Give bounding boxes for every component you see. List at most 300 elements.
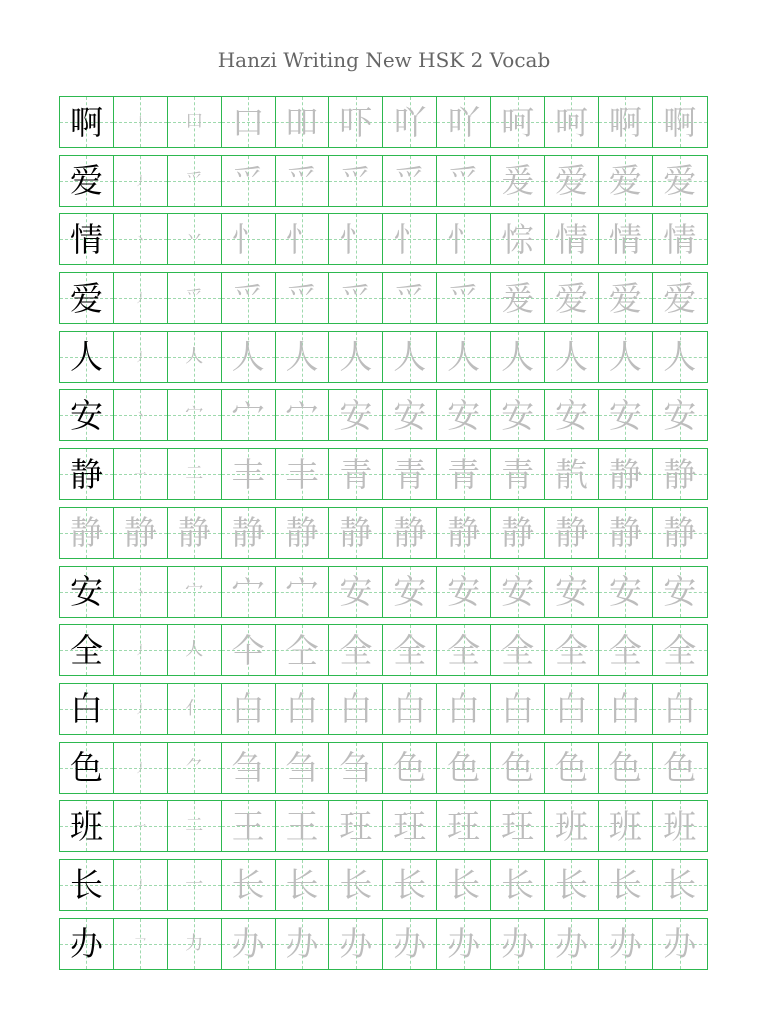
- trace-cell[interactable]: [222, 625, 276, 675]
- trace-character: 安: [447, 395, 481, 435]
- trace-cell[interactable]: [114, 625, 168, 675]
- trace-cell[interactable]: [599, 860, 653, 910]
- trace-character: 全: [393, 630, 427, 670]
- trace-cell[interactable]: [276, 508, 330, 558]
- model-character-cell: [60, 919, 114, 969]
- trace-cell[interactable]: [545, 567, 599, 617]
- trace-character: 办: [393, 924, 427, 964]
- model-character: 安: [69, 572, 103, 611]
- trace-cell[interactable]: [653, 449, 707, 499]
- practice-row: [59, 96, 708, 148]
- trace-character: 全: [608, 630, 642, 670]
- trace-cell[interactable]: [653, 214, 707, 264]
- trace-character: 仝: [285, 630, 319, 670]
- model-character-cell: [60, 273, 114, 323]
- trace-cell[interactable]: [491, 625, 545, 675]
- trace-cell[interactable]: [545, 214, 599, 264]
- trace-character: 安: [393, 395, 427, 435]
- trace-cell[interactable]: [276, 332, 330, 382]
- trace-character: 白: [501, 689, 535, 729]
- trace-cell[interactable]: [383, 214, 437, 264]
- trace-character: 爫: [231, 161, 265, 201]
- trace-character: 办: [501, 924, 535, 964]
- trace-cell[interactable]: [383, 684, 437, 734]
- trace-cell[interactable]: [599, 214, 653, 264]
- trace-cell[interactable]: [599, 801, 653, 851]
- trace-cell[interactable]: [599, 919, 653, 969]
- trace-cell[interactable]: [545, 860, 599, 910]
- trace-cell[interactable]: [653, 743, 707, 793]
- trace-cell[interactable]: [437, 214, 491, 264]
- trace-cell[interactable]: [222, 273, 276, 323]
- trace-character: 忄: [393, 219, 427, 259]
- trace-cell[interactable]: [222, 332, 276, 382]
- trace-cell[interactable]: [491, 273, 545, 323]
- trace-cell[interactable]: [114, 390, 168, 440]
- trace-character: 呵: [554, 102, 588, 142]
- trace-character: 丷: [185, 228, 204, 250]
- trace-cell[interactable]: [437, 860, 491, 910]
- practice-row: [59, 918, 708, 970]
- trace-character: 爫: [393, 278, 427, 318]
- trace-character: 静: [123, 513, 157, 553]
- trace-cell[interactable]: [437, 743, 491, 793]
- trace-cell[interactable]: [329, 860, 383, 910]
- trace-cell[interactable]: [168, 332, 222, 382]
- trace-character: 丿: [134, 173, 147, 188]
- practice-row: [59, 566, 708, 618]
- trace-character: 忄: [447, 219, 481, 259]
- trace-cell[interactable]: [168, 625, 222, 675]
- trace-cell[interactable]: [329, 390, 383, 440]
- model-character-cell: [60, 801, 114, 851]
- trace-cell[interactable]: [545, 273, 599, 323]
- trace-cell[interactable]: [599, 625, 653, 675]
- trace-cell[interactable]: [653, 508, 707, 558]
- trace-cell[interactable]: [545, 508, 599, 558]
- trace-cell[interactable]: [276, 156, 330, 206]
- trace-character: 王: [231, 806, 265, 846]
- trace-cell[interactable]: [437, 273, 491, 323]
- trace-cell[interactable]: [329, 273, 383, 323]
- trace-character: 丶: [134, 232, 147, 247]
- trace-character: 悰: [501, 219, 535, 259]
- trace-character: 静: [177, 513, 211, 553]
- trace-cell[interactable]: [491, 860, 545, 910]
- trace-cell[interactable]: [545, 156, 599, 206]
- trace-character: 办: [285, 924, 319, 964]
- model-character: 爱: [69, 161, 103, 201]
- trace-character: 长: [554, 865, 588, 905]
- trace-cell[interactable]: [329, 97, 383, 147]
- trace-cell[interactable]: [491, 684, 545, 734]
- trace-cell[interactable]: [168, 801, 222, 851]
- trace-character: 宀: [231, 395, 265, 435]
- trace-character: 安: [501, 572, 535, 611]
- trace-character: 色: [447, 748, 481, 788]
- trace-character: 长: [231, 865, 265, 905]
- trace-character: 刍: [231, 748, 265, 788]
- practice-row: [59, 389, 708, 441]
- trace-cell[interactable]: [168, 860, 222, 910]
- trace-character: 人: [285, 337, 319, 377]
- trace-character: 安: [501, 395, 535, 435]
- trace-cell[interactable]: [599, 332, 653, 382]
- trace-character: 安: [393, 572, 427, 611]
- trace-cell[interactable]: [437, 508, 491, 558]
- trace-cell[interactable]: [437, 684, 491, 734]
- trace-cell[interactable]: [653, 860, 707, 910]
- trace-cell[interactable]: [383, 508, 437, 558]
- trace-character: 人: [608, 337, 642, 377]
- trace-character: 色: [501, 748, 535, 788]
- trace-character: 白: [285, 689, 319, 729]
- model-character: 爱: [69, 278, 103, 318]
- trace-character: 吖: [393, 102, 427, 142]
- trace-character: 人: [231, 337, 265, 377]
- trace-cell[interactable]: [168, 390, 222, 440]
- trace-cell[interactable]: [545, 919, 599, 969]
- trace-cell[interactable]: [168, 919, 222, 969]
- trace-character: 刍: [285, 748, 319, 788]
- trace-cell[interactable]: [599, 508, 653, 558]
- trace-cell[interactable]: [222, 156, 276, 206]
- trace-character: 长: [393, 865, 427, 905]
- trace-character: 刍: [339, 748, 373, 788]
- trace-cell[interactable]: [222, 214, 276, 264]
- trace-cell[interactable]: [329, 684, 383, 734]
- trace-cell[interactable]: [383, 860, 437, 910]
- trace-cell[interactable]: [437, 449, 491, 499]
- trace-cell[interactable]: [114, 214, 168, 264]
- trace-cell[interactable]: [383, 97, 437, 147]
- model-character: 班: [69, 806, 103, 846]
- trace-cell[interactable]: [114, 567, 168, 617]
- trace-cell[interactable]: [653, 156, 707, 206]
- trace-cell[interactable]: [545, 449, 599, 499]
- trace-cell[interactable]: [383, 743, 437, 793]
- trace-cell[interactable]: [383, 801, 437, 851]
- trace-character: 白: [339, 689, 373, 729]
- trace-cell[interactable]: [276, 390, 330, 440]
- trace-character: 爫: [285, 278, 319, 318]
- trace-cell[interactable]: [168, 214, 222, 264]
- trace-cell[interactable]: [545, 390, 599, 440]
- trace-cell[interactable]: [168, 508, 222, 558]
- trace-character: 班: [554, 806, 588, 846]
- trace-cell[interactable]: [491, 743, 545, 793]
- trace-cell[interactable]: [599, 273, 653, 323]
- trace-cell[interactable]: [222, 508, 276, 558]
- trace-cell[interactable]: [545, 743, 599, 793]
- trace-character: 丿: [134, 349, 147, 364]
- trace-cell[interactable]: [437, 801, 491, 851]
- trace-cell[interactable]: [276, 625, 330, 675]
- trace-cell[interactable]: [599, 156, 653, 206]
- trace-cell[interactable]: [383, 567, 437, 617]
- model-character-cell: [60, 156, 114, 206]
- model-character: 长: [69, 865, 103, 905]
- trace-character: 爰: [501, 161, 535, 201]
- trace-character: 静: [608, 513, 642, 553]
- trace-cell[interactable]: [545, 801, 599, 851]
- trace-character: 色: [393, 748, 427, 788]
- trace-cell[interactable]: [222, 390, 276, 440]
- trace-character: 仐: [231, 630, 265, 670]
- trace-character: 丰: [231, 454, 265, 494]
- trace-cell[interactable]: [599, 743, 653, 793]
- trace-cell[interactable]: [276, 214, 330, 264]
- trace-character: 丿: [134, 701, 147, 716]
- trace-character: 人: [501, 337, 535, 377]
- trace-cell[interactable]: [222, 684, 276, 734]
- trace-cell[interactable]: [437, 919, 491, 969]
- trace-cell[interactable]: [276, 273, 330, 323]
- trace-character: 安: [554, 572, 588, 611]
- trace-character: 宀: [185, 580, 204, 602]
- trace-cell[interactable]: [329, 625, 383, 675]
- practice-row: [59, 683, 708, 735]
- trace-character: 班: [663, 806, 697, 846]
- trace-character: 安: [663, 395, 697, 435]
- trace-cell[interactable]: [168, 567, 222, 617]
- trace-character: 靔: [554, 454, 588, 494]
- trace-cell[interactable]: [383, 390, 437, 440]
- trace-character: 青: [339, 454, 373, 494]
- trace-character: 长: [663, 865, 697, 905]
- trace-cell[interactable]: [653, 97, 707, 147]
- trace-cell[interactable]: [114, 97, 168, 147]
- trace-character: 丿: [134, 877, 147, 892]
- trace-cell[interactable]: [276, 743, 330, 793]
- trace-cell[interactable]: [114, 156, 168, 206]
- trace-cell[interactable]: [276, 567, 330, 617]
- model-character: 色: [69, 748, 103, 788]
- trace-cell[interactable]: [437, 625, 491, 675]
- trace-cell[interactable]: [653, 625, 707, 675]
- trace-cell[interactable]: [114, 743, 168, 793]
- trace-cell[interactable]: [545, 625, 599, 675]
- trace-cell[interactable]: [653, 684, 707, 734]
- trace-cell[interactable]: [114, 860, 168, 910]
- practice-row: [59, 213, 708, 265]
- trace-character: 玨: [339, 806, 373, 846]
- trace-cell[interactable]: [168, 684, 222, 734]
- trace-cell[interactable]: [383, 332, 437, 382]
- trace-cell[interactable]: [491, 214, 545, 264]
- trace-cell[interactable]: [114, 801, 168, 851]
- trace-cell[interactable]: [383, 919, 437, 969]
- trace-character: 办: [339, 924, 373, 964]
- trace-character: 一: [134, 819, 147, 834]
- trace-cell[interactable]: [329, 449, 383, 499]
- trace-character: 白: [231, 689, 265, 729]
- model-character: 人: [69, 337, 103, 377]
- trace-cell[interactable]: [491, 508, 545, 558]
- trace-character: 情: [663, 219, 697, 259]
- trace-cell[interactable]: [491, 567, 545, 617]
- trace-cell[interactable]: [653, 919, 707, 969]
- trace-cell[interactable]: [222, 567, 276, 617]
- trace-cell[interactable]: [168, 449, 222, 499]
- trace-character: 丿: [134, 291, 147, 306]
- trace-cell[interactable]: [276, 684, 330, 734]
- trace-cell[interactable]: [491, 97, 545, 147]
- trace-cell[interactable]: [437, 97, 491, 147]
- trace-cell[interactable]: [222, 743, 276, 793]
- trace-cell[interactable]: [491, 390, 545, 440]
- trace-cell[interactable]: [329, 567, 383, 617]
- trace-cell[interactable]: [437, 390, 491, 440]
- trace-character: 玨: [501, 806, 535, 846]
- trace-cell[interactable]: [114, 508, 168, 558]
- trace-character: 全: [663, 630, 697, 670]
- trace-cell[interactable]: [114, 919, 168, 969]
- trace-character: 青: [447, 454, 481, 494]
- trace-character: 爱: [663, 161, 697, 201]
- practice-row: [59, 742, 708, 794]
- trace-cell[interactable]: [276, 449, 330, 499]
- trace-cell[interactable]: [653, 390, 707, 440]
- model-character-cell: [60, 214, 114, 264]
- trace-cell[interactable]: [545, 332, 599, 382]
- trace-character: 吓: [339, 102, 373, 142]
- trace-character: 爫: [393, 161, 427, 201]
- trace-cell[interactable]: [599, 684, 653, 734]
- model-character-cell: [60, 860, 114, 910]
- trace-cell[interactable]: [491, 919, 545, 969]
- trace-character: 长: [339, 865, 373, 905]
- trace-cell[interactable]: [653, 567, 707, 617]
- trace-cell[interactable]: [653, 801, 707, 851]
- trace-character: 爫: [447, 278, 481, 318]
- model-character: 静: [69, 454, 103, 494]
- trace-cell[interactable]: [329, 919, 383, 969]
- trace-character: 啊: [608, 102, 642, 142]
- trace-cell[interactable]: [437, 156, 491, 206]
- trace-character: 情: [554, 219, 588, 259]
- trace-cell[interactable]: [168, 97, 222, 147]
- model-character: 安: [69, 395, 103, 435]
- trace-character: 静: [663, 454, 697, 494]
- trace-cell[interactable]: [383, 273, 437, 323]
- trace-cell[interactable]: [383, 449, 437, 499]
- trace-character: 长: [285, 865, 319, 905]
- trace-character: 白: [608, 689, 642, 729]
- trace-cell[interactable]: [491, 332, 545, 382]
- trace-character: 爫: [285, 161, 319, 201]
- trace-character: 长: [501, 865, 535, 905]
- trace-cell[interactable]: [329, 801, 383, 851]
- trace-character: 办: [554, 924, 588, 964]
- trace-cell[interactable]: [222, 860, 276, 910]
- trace-cell[interactable]: [491, 449, 545, 499]
- trace-cell[interactable]: [168, 273, 222, 323]
- model-character-cell: [60, 743, 114, 793]
- trace-character: 玨: [393, 806, 427, 846]
- trace-character: 爱: [554, 161, 588, 201]
- trace-character: 玨: [447, 806, 481, 846]
- trace-cell[interactable]: [437, 567, 491, 617]
- trace-cell[interactable]: [114, 332, 168, 382]
- trace-cell[interactable]: [168, 156, 222, 206]
- trace-cell[interactable]: [114, 684, 168, 734]
- trace-cell[interactable]: [599, 449, 653, 499]
- page-title: Hanzi Writing New HSK 2 Vocab: [217, 48, 551, 72]
- trace-character: 宀: [231, 572, 265, 611]
- trace-cell[interactable]: [491, 801, 545, 851]
- trace-cell[interactable]: [222, 801, 276, 851]
- trace-cell[interactable]: [276, 97, 330, 147]
- trace-character: 爫: [339, 161, 373, 201]
- trace-cell[interactable]: [545, 97, 599, 147]
- trace-cell[interactable]: [114, 273, 168, 323]
- trace-cell[interactable]: [599, 390, 653, 440]
- trace-cell[interactable]: [168, 743, 222, 793]
- trace-character: 吅: [285, 102, 319, 142]
- trace-cell[interactable]: [222, 449, 276, 499]
- model-character: 全: [69, 630, 103, 670]
- model-character: 白: [69, 689, 103, 729]
- trace-character: 全: [501, 630, 535, 670]
- trace-cell[interactable]: [329, 214, 383, 264]
- trace-character: 丰: [285, 454, 319, 494]
- trace-cell[interactable]: [276, 860, 330, 910]
- trace-character: 爫: [447, 161, 481, 201]
- trace-character: 丶: [134, 584, 147, 599]
- trace-cell[interactable]: [329, 332, 383, 382]
- trace-character: 安: [554, 395, 588, 435]
- trace-character: 安: [339, 572, 373, 611]
- trace-cell[interactable]: [653, 273, 707, 323]
- trace-cell[interactable]: [329, 508, 383, 558]
- trace-character: 爫: [185, 169, 204, 191]
- trace-character: 静: [339, 513, 373, 553]
- model-character-cell: [60, 449, 114, 499]
- trace-cell[interactable]: [114, 449, 168, 499]
- trace-character: 宀: [285, 395, 319, 435]
- trace-character: 丶: [134, 408, 147, 423]
- trace-cell[interactable]: [276, 919, 330, 969]
- trace-cell[interactable]: [222, 919, 276, 969]
- trace-character: 白: [663, 689, 697, 729]
- trace-cell[interactable]: [653, 332, 707, 382]
- trace-character: 口: [185, 111, 204, 132]
- model-character-cell: [60, 567, 114, 617]
- trace-cell[interactable]: [545, 684, 599, 734]
- practice-row: [59, 859, 708, 911]
- trace-character: 人: [447, 337, 481, 377]
- trace-character: 一: [185, 873, 204, 895]
- trace-character: 静: [663, 513, 697, 553]
- trace-cell[interactable]: [437, 332, 491, 382]
- trace-character: 宀: [185, 404, 204, 426]
- trace-character: 色: [554, 748, 588, 788]
- trace-cell[interactable]: [329, 743, 383, 793]
- trace-cell[interactable]: [276, 801, 330, 851]
- trace-character: 静: [285, 513, 319, 553]
- trace-cell[interactable]: [491, 156, 545, 206]
- trace-character: 长: [608, 865, 642, 905]
- trace-cell[interactable]: [383, 156, 437, 206]
- model-character-cell: [60, 390, 114, 440]
- trace-cell[interactable]: [383, 625, 437, 675]
- model-character: 啊: [69, 102, 103, 142]
- trace-cell[interactable]: [222, 97, 276, 147]
- trace-cell[interactable]: [329, 156, 383, 206]
- trace-cell[interactable]: [599, 567, 653, 617]
- trace-cell[interactable]: [599, 97, 653, 147]
